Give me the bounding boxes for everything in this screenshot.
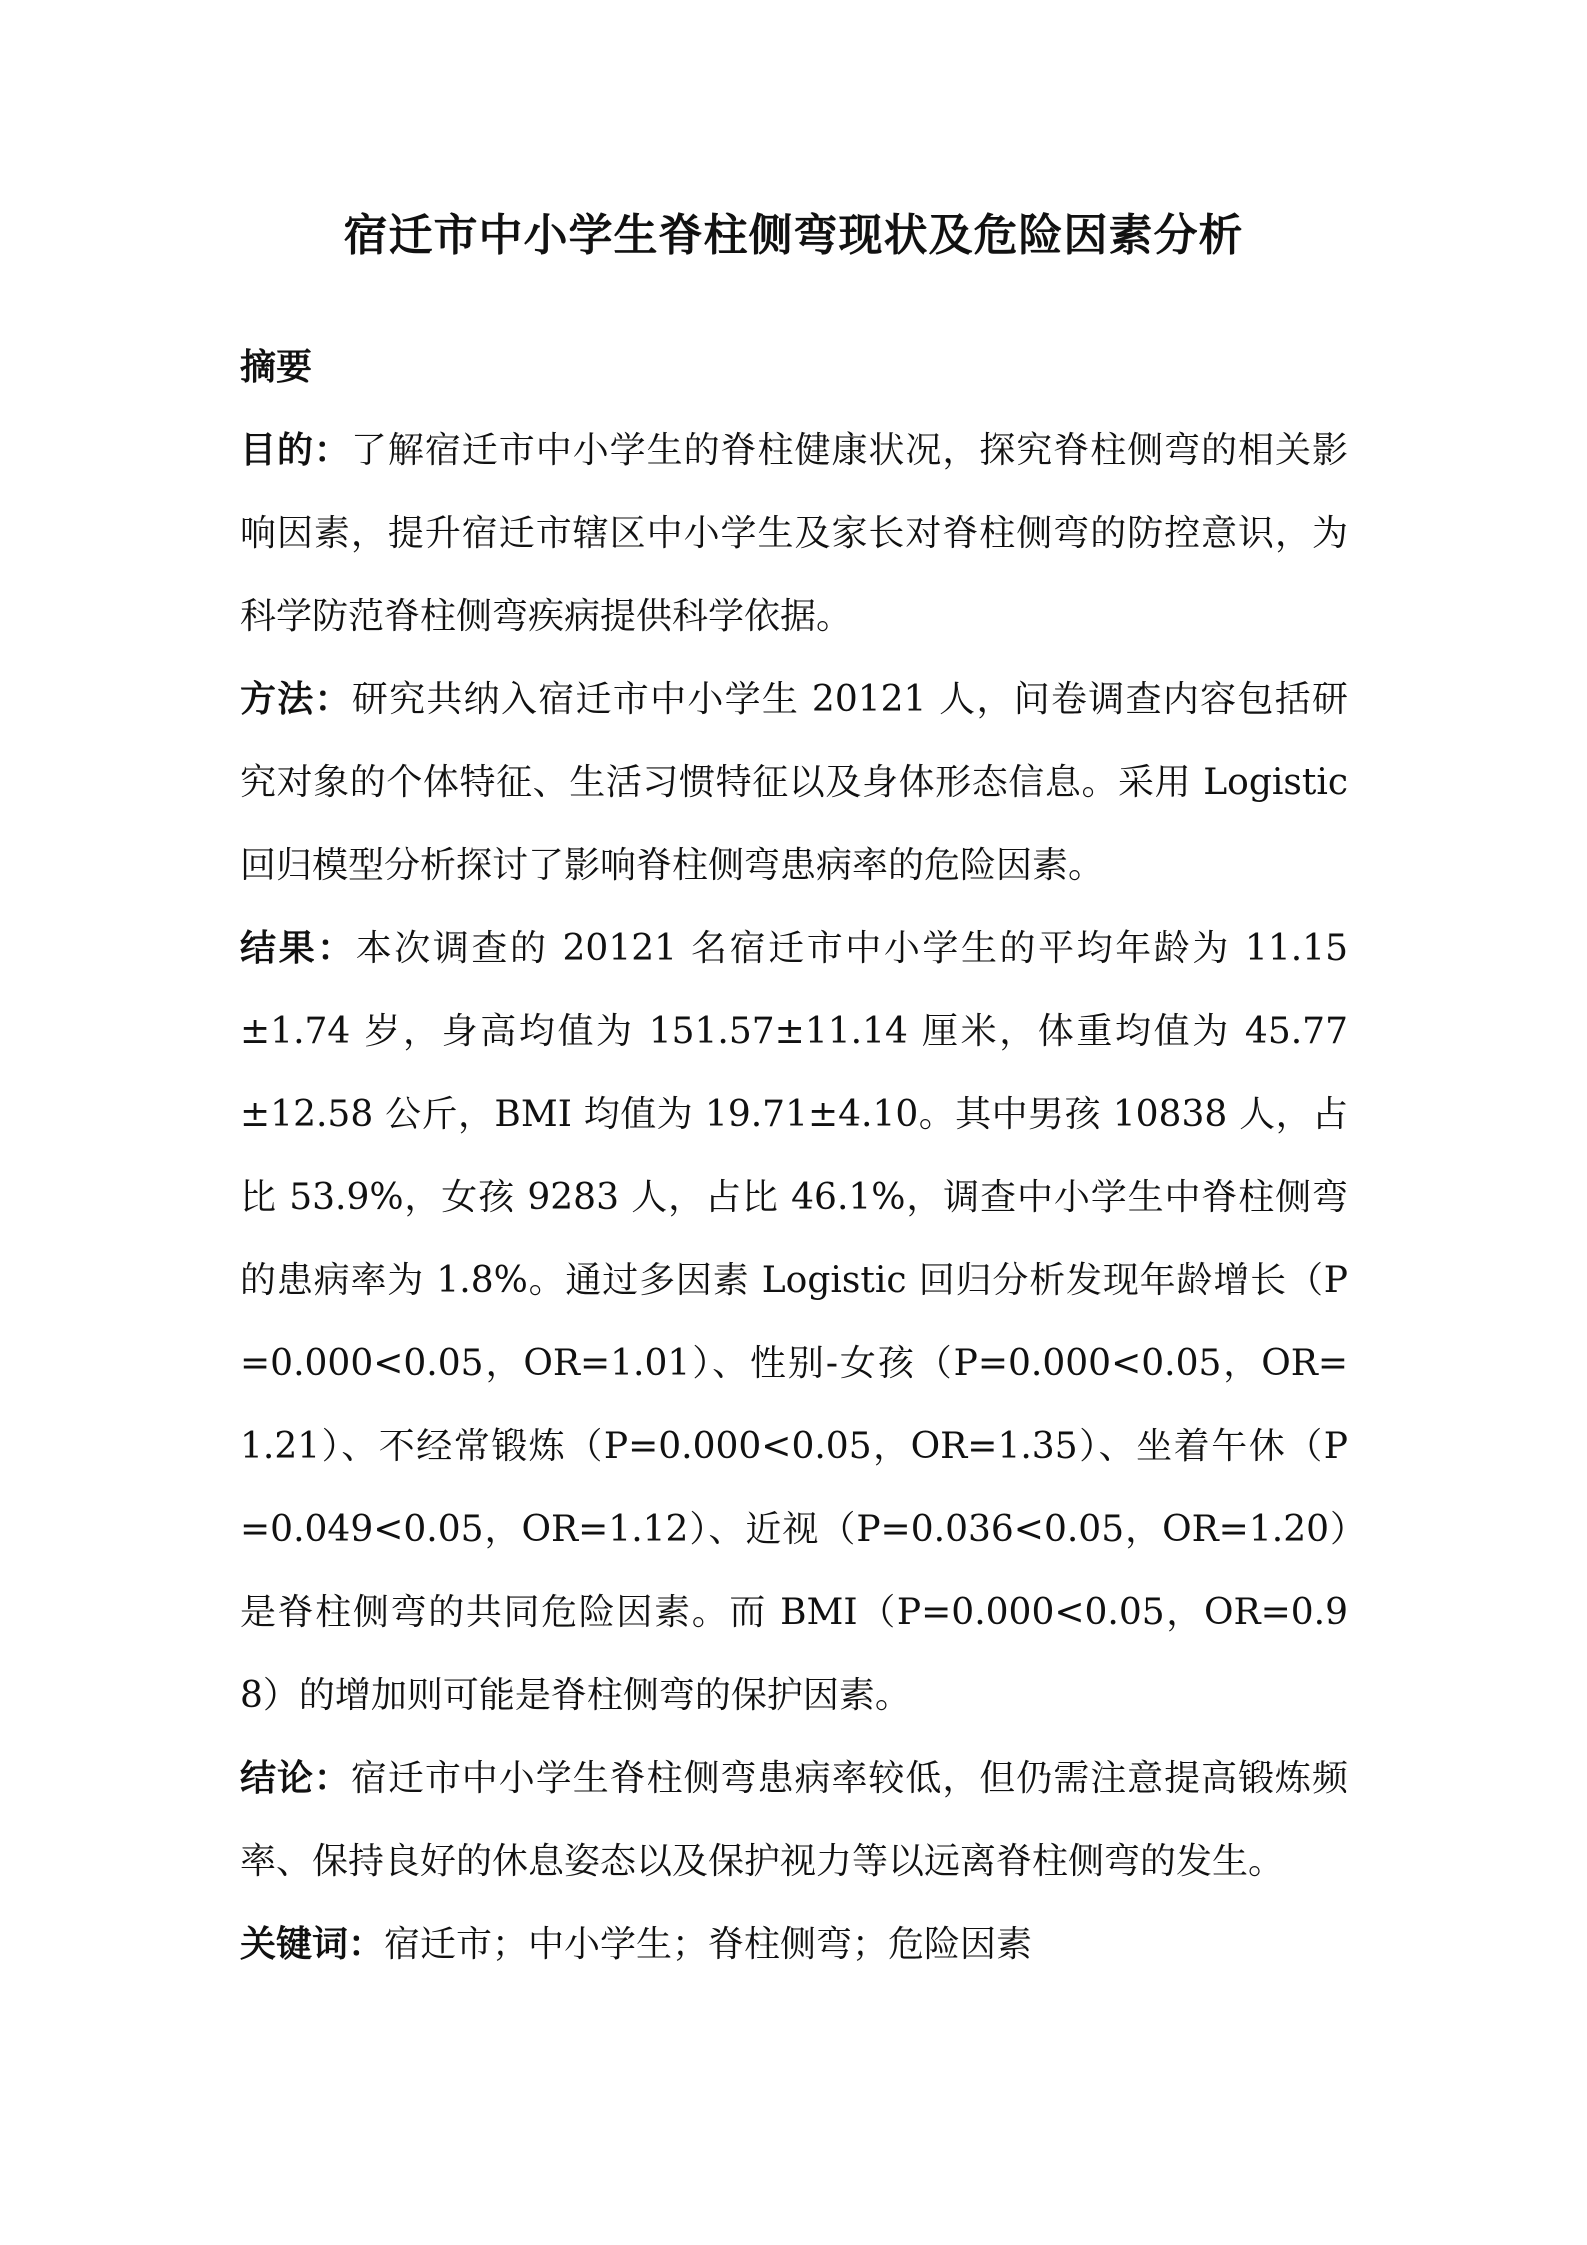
abstract-conclusion [240,1737,1348,1903]
keywords-text: 宿迁市；中小学生；脊柱侧弯；危险因素 [384,1924,1033,1965]
objective-label: 目的： [240,429,351,471]
abstract-body [240,326,1348,1986]
methods-text: 研究共纳入宿迁市中小学生 20121 人，问卷调查内容包括研究对象的个体特征、生活习惯特征以及身体形态信息。采用 Logistic 回归模型分析探讨了影响脊柱侧弯患病率的危险因素。 [240,679,1348,886]
results-label: 结果： [240,927,356,969]
abstract-objective [240,409,1348,658]
abstract-methods [240,658,1348,907]
abstract-heading: 摘要 [240,346,313,388]
methods-label: 方法： [240,678,352,720]
objective-text: 了解宿迁市中小学生的脊柱健康状况，探究脊柱侧弯的相关影响因素，提升宿迁市辖区中小学生及家长对脊柱侧弯的防控意识，为科学防范脊柱侧弯疾病提供科学依据。 [240,430,1348,637]
keywords-label: 关键词： [240,1923,385,1965]
abstract-keywords [240,1903,1348,1986]
conclusion-label: 结论： [240,1757,351,1799]
results-text: 本次调查的 20121 名宿迁市中小学生的平均年龄为 11.15±1.74 岁，身高均值为 151.57±11.14 厘米，体重均值为 45.77±12.58 公斤，BMI 均值为 19.71±4.10。其中男孩 10838 人，占比 53.9%，女孩 9283 人，占比 46.1%，调查中小学生中脊柱侧弯的患病率为 1.8%。通过多因素 Logistic 回归分析发现年龄增长（P=0.000<0.05，OR=1.01）、性别-女孩（P=0.000<0.05，OR=1.21）、不经常锻炼（P=0.000<0.05，OR=1.35）、坐着午休（P=0.049<0.05，OR=1.12）、近视（P=0.036<0.05，OR=1.20）是脊柱侧弯的共同危险因素。而 BMI（P=0.000<0.05，OR=0.98）的增加则可能是脊柱侧弯的保护因素。 [240,928,1348,1716]
conclusion-text: 宿迁市中小学生脊柱侧弯患病率较低，但仍需注意提高锻炼频率、保持良好的休息姿态以及保护视力等以远离脊柱侧弯的发生。 [240,1758,1348,1882]
abstract-results [240,907,1348,1737]
paper-title: 宿迁市中小学生脊柱侧弯现状及危险因素分析 [343,210,1244,261]
